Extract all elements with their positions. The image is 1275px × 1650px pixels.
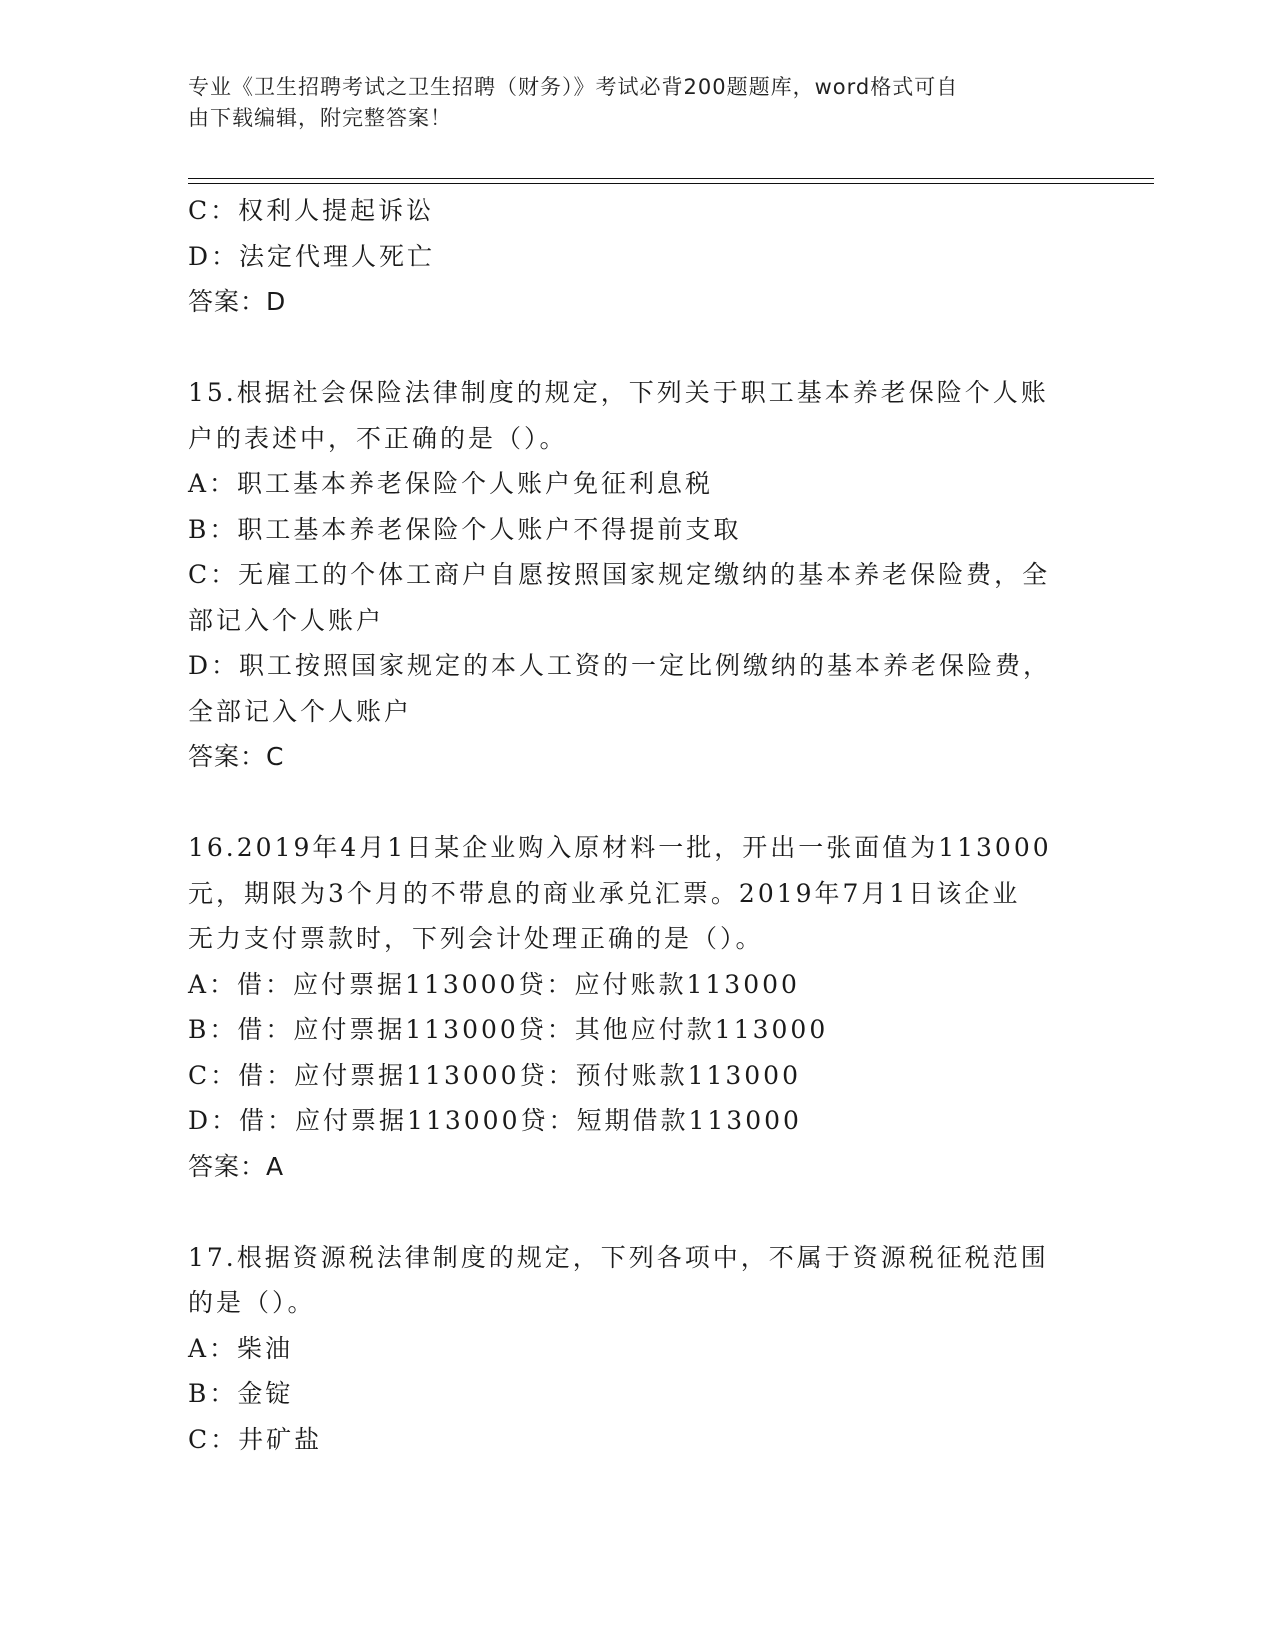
q14-option-c: C：权利人提起诉讼 [188,196,435,225]
q16-option-a: A：借：应付票据113000贷：应付账款113000 [188,969,800,999]
header-rule-top [188,178,1154,179]
question-16 [188,825,1088,1189]
q15-stem-line-1: 15.根据社会保险法律制度的规定，下列关于职工基本养老保险个人账 [188,378,1049,407]
q17-option-c: C：井矿盐 [188,1424,323,1454]
header-rule-bottom [188,183,1154,184]
q16-answer: 答案：A [188,1151,285,1181]
q16-stem-line-1: 16.2019年4月1日某企业购入原材料一批，开出一张面值为113000 [188,833,1052,862]
q15-option-c-line-1: C：无雇工的个体工商户自愿按照国家规定缴纳的基本养老保险费，全 [188,560,1051,589]
spacer [188,325,1088,371]
q17-stem-line-2: 的是（）。 [188,1288,316,1317]
question-14-tail [188,188,1088,325]
q15-option-b: B：职工基本养老保险个人账户不得提前支取 [188,514,742,544]
question-15 [188,370,1088,780]
q16-option-b: B：借：应付票据113000贷：其他应付款113000 [188,1015,829,1044]
q15-option-a: A：职工基本养老保险个人账户免征利息税 [188,469,714,498]
document-header [188,72,1068,134]
q15-option-c-line-2: 部记入个人账户 [188,605,385,635]
q15-stem-line-2: 户的表述中，不正确的是（）。 [188,423,568,453]
q15-answer: 答案：C [188,742,285,771]
q16-stem-line-3: 无力支付票款时，下列会计处理正确的是（）。 [188,924,764,953]
question-content [188,188,1088,1462]
q15-option-d-line-1: D：职工按照国家规定的本人工资的一定比例缴纳的基本养老保险费， [188,651,1052,680]
q14-answer: 答案：D [188,287,287,316]
q16-option-d: D：借：应付票据113000贷：短期借款113000 [188,1106,802,1135]
q16-stem-line-2: 元，期限为3个月的不带息的商业承兑汇票。2019年7月1日该企业 [188,878,1021,908]
spacer [188,780,1088,826]
spacer [188,1189,1088,1235]
q17-option-b: B：金锭 [188,1379,294,1408]
q17-stem-line-1: 17.根据资源税法律制度的规定，下列各项中，不属于资源税征税范围 [188,1242,1049,1272]
question-17 [188,1235,1088,1463]
header-line-2: 由下载编辑，附完整答案！ [188,106,452,130]
q14-option-d: D：法定代理人死亡 [188,241,436,271]
header-line-1: 专业《卫生招聘考试之卫生招聘（财务）》考试必背200题题库，word格式可自 [188,75,959,99]
q17-option-a: A：柴油 [188,1333,294,1363]
q16-option-c: C：借：应付票据113000贷：预付账款113000 [188,1060,801,1090]
q15-option-d-line-2: 全部记入个人账户 [188,696,413,726]
